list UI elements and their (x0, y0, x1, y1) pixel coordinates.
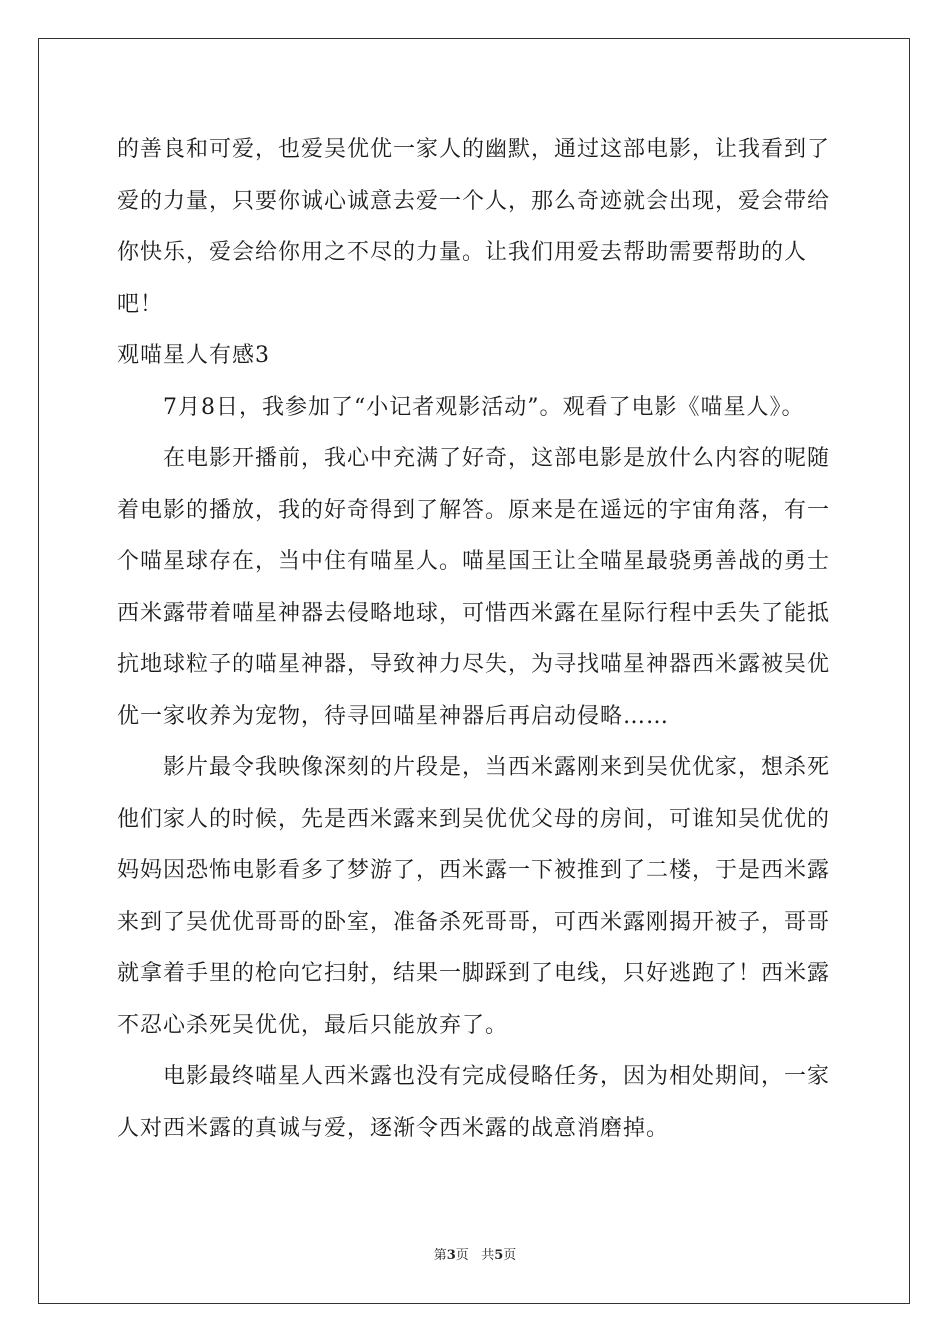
page-prefix: 第 (433, 1248, 447, 1263)
page-suffix: 页 (455, 1248, 469, 1263)
page-footer (0, 1244, 950, 1263)
paragraph-continuation: 的善良和可爱，也爱吴优优一家人的幽默，通过这部电影，让我看到了爱的力量，只要你诚心诚意去爱一个人，那么奇迹就会出现，爱会带给你快乐，爱会给你用之不尽的力量。让我们用爱去帮助需要帮助的人吧！ (117, 137, 831, 317)
document-body (117, 124, 833, 1154)
page-total: 5 (494, 1248, 504, 1263)
total-prefix: 共 (481, 1248, 495, 1263)
paragraph: 电影最终喵星人西米露也没有完成侵略任务，因为相处期间，一家人对西米露的真诚与爱，逐渐令西米露的战意消磨掉。 (117, 1064, 831, 1141)
section-heading: 观喵星人有感3 (117, 343, 270, 368)
paragraph: 影片最令我映像深刻的片段是，当西米露刚来到吴优优家，想杀死他们家人的时候，先是西米露来到吴优优父母的房间，可谁知吴优优的妈妈因恐怖电影看多了梦游了，西米露一下被推到了二楼，于是西米露来到了吴优优哥哥的卧室，准备杀死哥哥，可西米露刚揭开被子，哥哥就拿着手里的枪向它扫射，结果一脚踩到了电线，只好逃跑了！西米露不忍心杀死吴优优，最后只能放弃了。 (117, 755, 831, 1038)
paragraph: 在电影开播前，我心中充满了好奇，这部电影是放什么内容的呢随着电影的播放，我的好奇得到了解答。原来是在遥远的宇宙角落，有一个喵星球存在，当中住有喵星人。喵星国王让全喵星最骁勇善战的勇士西米露带着喵星神器去侵略地球，可惜西米露在星际行程中丢失了能抵抗地球粒子的喵星神器，导致神力尽失，为寻找喵星神器西米露被吴优优一家收养为宠物，待寻回喵星神器后再启动侵略…… (117, 446, 831, 729)
page-number: 3 (446, 1248, 456, 1263)
total-suffix: 页 (503, 1248, 517, 1263)
paragraph: 7月8日，我参加了“小记者观影活动”。观看了电影《喵星人》。 (163, 394, 805, 420)
